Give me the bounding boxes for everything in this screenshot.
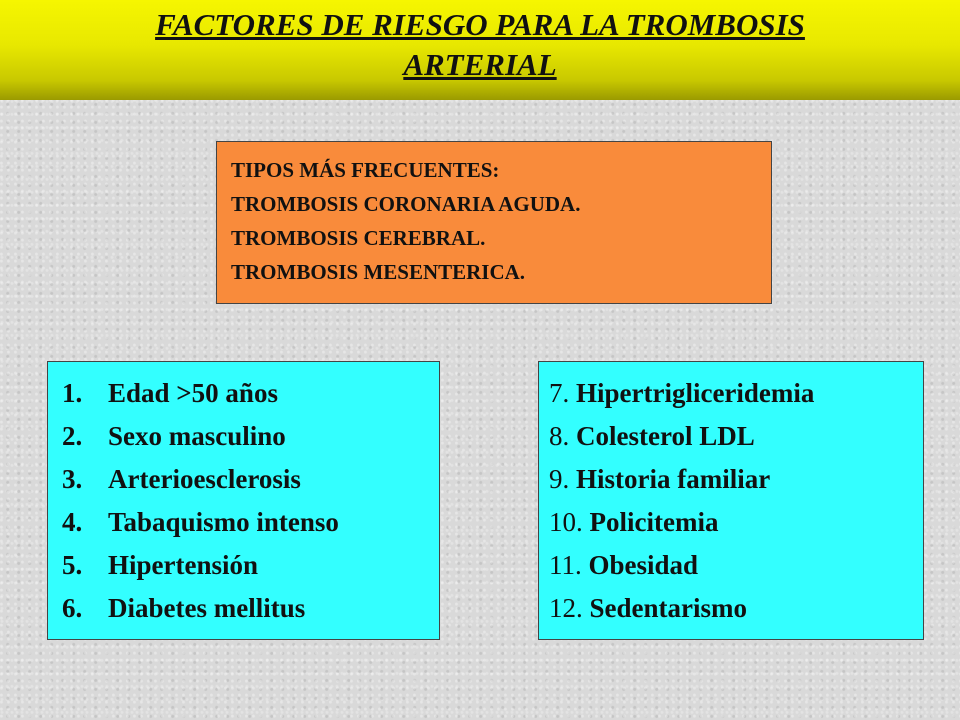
- list-item-label: Colesterol LDL: [576, 421, 755, 451]
- title-banner: [0, 0, 960, 100]
- list-item-label: Arterioesclerosis: [108, 464, 301, 494]
- types-item-mesenteric: TROMBOSIS MESENTERICA.: [231, 260, 526, 284]
- list-item: [549, 501, 923, 544]
- list-item-number: 1.: [62, 378, 83, 408]
- list-item-number: 3.: [62, 464, 83, 494]
- list-item-label: Obesidad: [588, 550, 699, 580]
- slide-title-line-2: ARTERIAL: [403, 47, 557, 82]
- frequent-types-box: [216, 141, 772, 304]
- list-item-number: 8.: [549, 421, 570, 451]
- list-item-label: Hipertensión: [108, 550, 259, 580]
- list-item: [62, 501, 439, 544]
- list-item: [549, 372, 923, 415]
- list-item-label: Diabetes mellitus: [108, 593, 306, 623]
- list-item-number: 12.: [549, 593, 583, 623]
- list-item: [549, 415, 923, 458]
- list-item-label: Sedentarismo: [589, 593, 747, 623]
- list-item: [62, 415, 439, 458]
- list-item: [549, 458, 923, 501]
- list-item-number: 10.: [549, 507, 583, 537]
- list-item: [62, 372, 439, 415]
- list-item-number: 5.: [62, 550, 83, 580]
- types-item-coronary: TROMBOSIS CORONARIA AGUDA.: [231, 192, 581, 216]
- list-item-number: 11.: [549, 550, 582, 580]
- list-item-label: Edad >50 años: [108, 378, 278, 408]
- slide-title-line-1: FACTORES DE RIESGO PARA LA TROMBOSIS: [155, 7, 805, 42]
- list-item: [62, 587, 439, 630]
- list-item-label: Historia familiar: [576, 464, 771, 494]
- types-item-cerebral: TROMBOSIS CEREBRAL.: [231, 226, 486, 250]
- list-item-number: 4.: [62, 507, 83, 537]
- list-item: [549, 544, 923, 587]
- types-heading: TIPOS MÁS FRECUENTES:: [231, 158, 500, 182]
- list-item-number: 6.: [62, 593, 83, 623]
- risk-factors-list-left: [47, 361, 440, 640]
- list-item: [62, 544, 439, 587]
- slide-title: [60, 5, 900, 85]
- list-item: [549, 587, 923, 630]
- risk-factors-list-right: [538, 361, 924, 640]
- list-item-number: 2.: [62, 421, 83, 451]
- list-item: [62, 458, 439, 501]
- list-item-label: Policitemia: [589, 507, 719, 537]
- list-item-number: 7.: [549, 378, 570, 408]
- list-item-label: Tabaquismo intenso: [108, 507, 339, 537]
- list-item-label: Sexo masculino: [108, 421, 286, 451]
- list-item-number: 9.: [549, 464, 570, 494]
- list-item-label: Hipertrigliceridemia: [576, 378, 815, 408]
